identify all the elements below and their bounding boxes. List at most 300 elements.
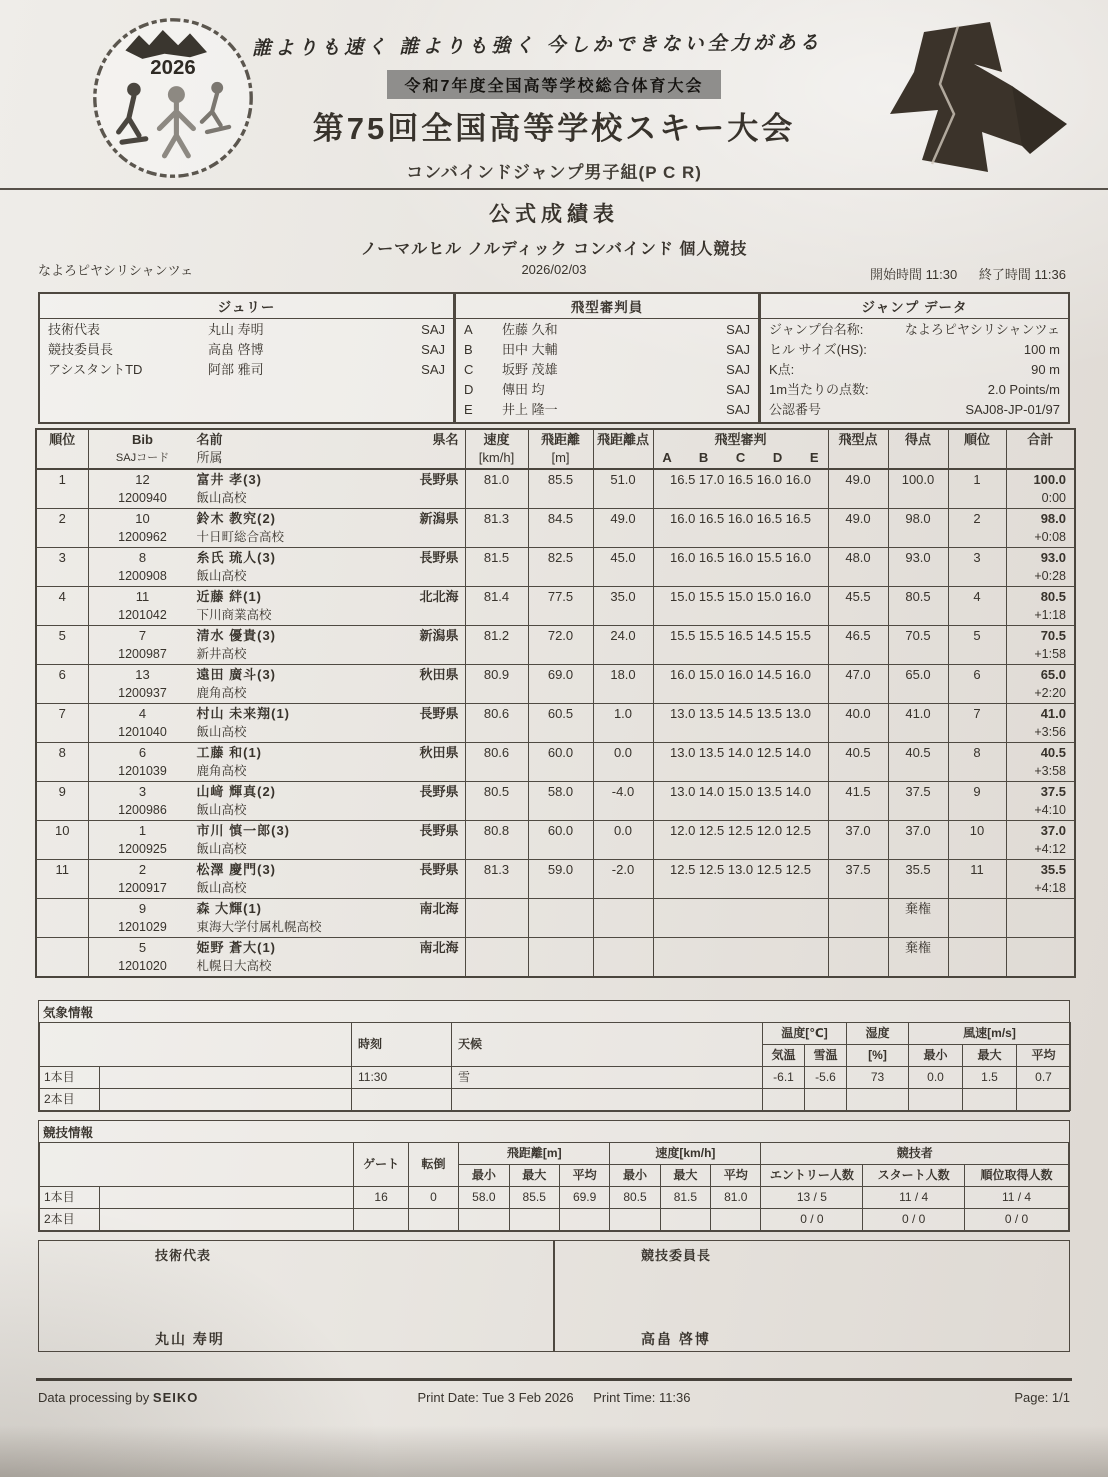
school-name: 飯山高校 (196, 569, 247, 583)
bib-number: 7 (138, 628, 147, 643)
end-time: 終了時間 11:36 (978, 267, 1066, 282)
wind-avg-value: 0.7 (1017, 1067, 1071, 1089)
col-style-points: 飛型点 (838, 432, 878, 447)
col-name: 名前 (196, 432, 223, 447)
round-label: 2本目 (40, 1089, 100, 1111)
print-date: Print Date: Tue 3 Feb 2026 (417, 1390, 574, 1405)
col-competitors-group: 競技者 (761, 1143, 1069, 1165)
venue-name: なよろピヤシリシャンツェ (38, 263, 194, 278)
air-temp-value: -6.1 (763, 1067, 805, 1089)
jury-name: 丸山 寿明 (208, 322, 264, 337)
time-behind: +1:58 (1034, 647, 1066, 661)
competition-row (40, 1209, 1069, 1231)
jump-data-box (760, 292, 1070, 424)
total-value: 80.5 (1040, 589, 1066, 604)
humidity-value (847, 1089, 909, 1111)
judge-letter: C (464, 362, 474, 377)
rank2-value: 4 (973, 589, 981, 604)
col-starters: スタート人数 (863, 1165, 965, 1187)
distance-points-value: 0.0 (613, 823, 633, 838)
judge-org: SAJ (726, 362, 750, 377)
school-name: 飯山高校 (196, 803, 247, 817)
rank2-value: 5 (973, 628, 981, 643)
distance-points-value: -2.0 (611, 862, 635, 877)
tournament-banner: 令和7年度全国高等学校総合体育大会 (387, 70, 722, 99)
athlete-name: 遠田 廣斗(3) (196, 667, 277, 682)
jump-data-row (761, 340, 1068, 360)
bib-number: 1 (138, 823, 147, 838)
time-behind (1007, 958, 1075, 976)
school-name: 新井高校 (196, 647, 247, 661)
style-points-value: 40.5 (845, 745, 871, 760)
points-value: 棄権 (904, 940, 931, 955)
total-value: 37.0 (1040, 823, 1066, 838)
jump-data-row (761, 400, 1068, 420)
jury-role: アシスタントTD (48, 362, 143, 377)
school-name: 飯山高校 (196, 881, 247, 895)
result-row (36, 509, 1075, 548)
speed-value: 81.3 (483, 862, 510, 877)
weather-section (38, 1000, 1070, 1112)
total-value: 65.0 (1040, 667, 1066, 682)
round-label: 1本目 (40, 1067, 100, 1089)
col-time: 時刻 (352, 1023, 452, 1067)
jury-list (40, 319, 453, 381)
rank-value (37, 938, 88, 958)
points-value: 100.0 (901, 472, 935, 487)
speed-value: 81.2 (483, 628, 510, 643)
distance-value: 60.0 (547, 823, 574, 838)
gate-value: 16 (354, 1187, 408, 1209)
speed-value: 81.4 (483, 589, 510, 604)
athlete-name: 村山 未来翔(1) (196, 706, 291, 721)
result-row (36, 548, 1075, 587)
col-speed-unit: [km/h] (478, 450, 515, 465)
time-behind: +4:10 (1034, 803, 1066, 817)
col-judge-letters: A B C D E (662, 450, 819, 465)
jump-data-label: 公認番号 (769, 402, 822, 417)
distance-points-value: 49.0 (610, 511, 636, 526)
judge-org: SAJ (726, 382, 750, 397)
time-behind: +3:56 (1034, 725, 1066, 739)
wind-min-value (909, 1089, 963, 1111)
page-title: 第75回全国高等学校スキー大会 (312, 111, 796, 146)
points-value: 65.0 (905, 667, 931, 682)
time-behind: +0:08 (1034, 530, 1066, 544)
result-row (36, 899, 1075, 938)
col-affiliation: 所属 (196, 450, 223, 465)
filler-cell (100, 1187, 354, 1209)
event-date: 2026/02/03 (521, 262, 587, 277)
results-table (35, 428, 1076, 978)
humidity-value: 73 (847, 1067, 909, 1089)
col-speed-avg: 平均 (711, 1165, 761, 1187)
prefecture: 新潟県 (419, 511, 459, 526)
bib-number: 2 (138, 862, 147, 877)
judge-row (456, 400, 758, 420)
bib-number: 12 (135, 472, 150, 487)
judge-marks: 12.5 12.5 13.0 12.5 12.5 (670, 862, 811, 877)
jump-data-row (761, 360, 1068, 380)
result-row (36, 938, 1075, 978)
speed-value: 81.5 (483, 550, 510, 565)
judge-marks: 13.0 13.5 14.0 12.5 14.0 (670, 745, 811, 760)
rank2-value: 1 (973, 472, 981, 487)
athlete-name: 工藤 和(1) (196, 745, 263, 760)
athlete-name: 市川 慎一郎(3) (196, 823, 291, 838)
jury-row (40, 360, 453, 380)
school-name: 飯山高校 (196, 725, 247, 739)
result-row (36, 704, 1075, 743)
points-value: 37.0 (905, 823, 931, 838)
speed-value (466, 899, 528, 919)
judge-marks (654, 938, 828, 958)
total-value (1007, 899, 1075, 919)
entries-value: 13 / 5 (761, 1187, 863, 1209)
speed-value: 80.8 (483, 823, 510, 838)
time-value: 11:30 (352, 1067, 452, 1089)
col-dist-avg: 平均 (559, 1165, 609, 1187)
weather-body (40, 1067, 1071, 1111)
jump-data-list (761, 319, 1068, 421)
distance-points-value: 0.0 (613, 745, 633, 760)
snow-temp-value: -5.6 (805, 1067, 847, 1089)
time-behind: +2:20 (1034, 686, 1066, 700)
style-points-value: 48.0 (845, 550, 871, 565)
jury-row (40, 340, 453, 360)
rank2-value: 6 (973, 667, 981, 682)
jury-org: SAJ (421, 362, 445, 377)
jury-org: SAJ (421, 322, 445, 337)
points-value: 98.0 (905, 511, 931, 526)
style-points-value: 37.5 (845, 862, 871, 877)
jury-name: 高畠 啓博 (208, 342, 264, 357)
distance-value: 77.5 (547, 589, 574, 604)
jump-data-label: 1m当たりの点数: (769, 382, 869, 397)
total-value: 98.0 (1040, 511, 1066, 526)
officials-section (38, 292, 1070, 424)
entries-value: 0 / 0 (761, 1209, 863, 1231)
judge-letter: D (464, 382, 474, 397)
judge-row (456, 380, 758, 400)
bib-number: 4 (138, 706, 147, 721)
prefecture: 長野県 (419, 550, 459, 565)
saj-code: 1200917 (118, 881, 167, 895)
result-row (36, 469, 1075, 509)
print-time: Print Time: 11:36 (593, 1390, 691, 1405)
col-bib: Bib (132, 432, 153, 447)
wind-max-value: 1.5 (963, 1067, 1017, 1089)
competition-section (38, 1120, 1070, 1232)
distance-points-value: 45.0 (610, 550, 636, 565)
prefecture: 長野県 (419, 472, 459, 487)
total-value: 70.5 (1040, 628, 1066, 643)
speed-value: 80.9 (483, 667, 510, 682)
col-humidity-unit: [%] (847, 1045, 909, 1067)
chief-signature-title: 競技委員長 (641, 1248, 712, 1263)
rank-value: 9 (58, 784, 66, 799)
distance-value: 84.5 (547, 511, 574, 526)
col-humidity: 湿度 (847, 1023, 909, 1045)
rank-value: 11 (55, 862, 69, 877)
result-row (36, 782, 1075, 821)
falls-value (408, 1209, 458, 1231)
school-name: 東海大学付属札幌高校 (196, 920, 322, 934)
col-wind-group: 風速[m/s] (909, 1023, 1071, 1045)
bib-number: 6 (138, 745, 147, 760)
col-distance: 飛距離 (540, 432, 580, 447)
rank2-value: 2 (973, 511, 981, 526)
speed-value: 81.3 (483, 511, 510, 526)
style-points-value: 46.5 (845, 628, 871, 643)
col-gate: ゲート (354, 1143, 408, 1187)
style-points-value: 49.0 (845, 472, 871, 487)
start-time: 開始時間 11:30 (870, 267, 958, 282)
saj-code: 1200962 (118, 530, 167, 544)
col-rank2: 順位 (963, 432, 990, 447)
sky-value: 雪 (452, 1067, 763, 1089)
col-saj-code: SAJコード (115, 452, 170, 464)
points-value: 40.5 (905, 745, 931, 760)
result-row (36, 821, 1075, 860)
judges-title: 飛型審判員 (456, 294, 758, 319)
speed-max-value (660, 1209, 710, 1231)
starters-value: 0 / 0 (863, 1209, 965, 1231)
school-name: 下川商業高校 (196, 608, 272, 622)
judge-name: 田中 大輔 (502, 342, 558, 357)
saj-code: 1201039 (118, 764, 167, 778)
speed-value: 80.6 (483, 745, 510, 760)
jury-name: 阿部 雅司 (208, 362, 264, 377)
ranked-value: 11 / 4 (965, 1187, 1069, 1209)
rank-value: 2 (58, 511, 66, 526)
judge-org: SAJ (726, 402, 750, 417)
col-distance-unit: [m] (551, 450, 570, 465)
rank2-value (949, 899, 1006, 919)
speed-min-value (610, 1209, 660, 1231)
col-temperature-group: 温度[℃] (763, 1023, 847, 1045)
rank-value (37, 899, 88, 919)
time-behind: +3:58 (1034, 764, 1066, 778)
bib-number: 9 (138, 901, 147, 916)
judge-row (456, 340, 758, 360)
col-entries: エントリー人数 (761, 1165, 863, 1187)
judge-row (456, 360, 758, 380)
rank2-value: 9 (973, 784, 981, 799)
filler-cell (100, 1067, 352, 1089)
distance-points-value: 24.0 (610, 628, 636, 643)
style-points-value: 40.0 (845, 706, 871, 721)
prefecture: 長野県 (419, 823, 459, 838)
result-row (36, 587, 1075, 626)
judge-org: SAJ (726, 322, 750, 337)
col-speed-min: 最小 (610, 1165, 660, 1187)
col-style-judges: 飛型審判 (714, 432, 767, 447)
signature-section (38, 1240, 1070, 1352)
judge-marks: 15.5 15.5 16.5 14.5 15.5 (670, 628, 811, 643)
athlete-name: 糸氏 琉人(3) (196, 550, 277, 565)
col-rank: 順位 (49, 432, 76, 447)
td-signature-name: 丸山 寿明 (155, 1331, 225, 1347)
rank2-value: 11 (970, 862, 984, 877)
athlete-name: 松澤 慶門(3) (196, 862, 277, 877)
prefecture: 長野県 (419, 862, 459, 877)
judge-marks (654, 899, 828, 919)
points-value: 93.0 (905, 550, 931, 565)
total-value (1007, 938, 1075, 958)
total-value: 37.5 (1040, 784, 1066, 799)
jump-data-row (761, 380, 1068, 400)
prefecture: 長野県 (419, 706, 459, 721)
wind-min-value: 0.0 (909, 1067, 963, 1089)
total-value: 40.5 (1040, 745, 1066, 760)
prefecture: 長野県 (419, 784, 459, 799)
col-wind-avg: 平均 (1017, 1045, 1071, 1067)
style-points-value (829, 938, 888, 958)
time-behind: +1:18 (1034, 608, 1066, 622)
event-subtitle: コンバインドジャンプ男子組(P C R) (406, 163, 702, 182)
wind-avg-value (1017, 1089, 1071, 1111)
bib-number: 8 (138, 550, 147, 565)
rank-value: 1 (58, 472, 66, 487)
distance-points-value: 18.0 (610, 667, 636, 682)
school-name: 鹿角高校 (196, 764, 247, 778)
judge-name: 傳田 均 (502, 382, 545, 397)
speed-value: 81.0 (483, 472, 510, 487)
judge-letter: B (464, 342, 473, 357)
total-value: 100.0 (1033, 472, 1066, 487)
time-value (352, 1089, 452, 1111)
col-speed-max: 最大 (660, 1165, 710, 1187)
points-value: 70.5 (905, 628, 931, 643)
prefecture: 北北海 (419, 589, 459, 604)
col-dist-max: 最大 (509, 1165, 559, 1187)
prefecture: 秋田県 (419, 745, 459, 760)
time-behind: +4:18 (1034, 881, 1066, 895)
rank2-value: 7 (973, 706, 981, 721)
saj-code: 1200986 (118, 803, 167, 817)
style-points-value: 47.0 (845, 667, 871, 682)
school-name: 飯山高校 (196, 491, 247, 505)
speed-value (466, 938, 528, 958)
competition-section-label: 競技情報 (43, 1126, 94, 1140)
wind-max-value (963, 1089, 1017, 1111)
speed-avg-value (711, 1209, 761, 1231)
dist-min-value (459, 1209, 509, 1231)
rank-value: 5 (58, 628, 66, 643)
total-value: 35.5 (1040, 862, 1066, 877)
col-wind-max: 最大 (963, 1045, 1017, 1067)
time-behind: 0:00 (1041, 491, 1066, 505)
distance-value: 59.0 (547, 862, 574, 877)
jump-data-label: ヒル サイズ(HS): (769, 342, 867, 357)
discipline-title: ノーマルヒル ノルディック コンバインド 個人競技 (360, 241, 748, 258)
col-dist-min: 最小 (459, 1165, 509, 1187)
weather-header-row1 (40, 1023, 1071, 1045)
judge-marks: 13.0 13.5 14.5 13.5 13.0 (670, 706, 811, 721)
distance-points-value (594, 899, 653, 919)
judge-name: 井上 隆一 (502, 402, 558, 417)
judge-name: 佐藤 久和 (502, 322, 558, 337)
rank-value: 8 (58, 745, 66, 760)
rank2-value (949, 938, 1006, 958)
distance-value: 85.5 (547, 472, 574, 487)
result-row (36, 860, 1075, 899)
col-total: 合計 (1027, 432, 1054, 447)
col-snow-temp: 雪温 (805, 1045, 847, 1067)
judge-name: 坂野 茂雄 (502, 362, 558, 377)
prefecture: 南北海 (419, 940, 459, 955)
distance-points-value: 51.0 (610, 472, 636, 487)
jump-data-value: 2.0 Points/m (987, 382, 1060, 397)
dist-max-value: 85.5 (509, 1187, 559, 1209)
col-wind-min: 最小 (909, 1045, 963, 1067)
result-row (36, 626, 1075, 665)
competition-table (39, 1142, 1069, 1231)
saj-code: 1200908 (118, 569, 167, 583)
athlete-name: 森 大輝(1) (196, 901, 263, 916)
school-name: 鹿角高校 (196, 686, 247, 700)
saj-code: 1201042 (118, 608, 167, 622)
banner-row (0, 70, 1108, 99)
snow-temp-value (805, 1089, 847, 1111)
jump-data-value: 100 m (1023, 342, 1060, 357)
judge-marks: 16.0 16.5 16.0 16.5 16.5 (670, 511, 811, 526)
rank-value: 3 (58, 550, 66, 565)
col-fall: 転倒 (408, 1143, 458, 1187)
col-sky: 天候 (452, 1023, 763, 1067)
round-label: 2本目 (40, 1209, 100, 1231)
jury-row (40, 320, 453, 340)
air-temp-value (763, 1089, 805, 1111)
slogan-text: 誰よりも速く 誰よりも強く 今しかできない全力がある (251, 32, 823, 60)
judge-row (456, 320, 758, 340)
saj-code: 1201029 (118, 920, 167, 934)
weather-row (40, 1067, 1071, 1089)
col-air-temp: 気温 (763, 1045, 805, 1067)
bib-number: 13 (135, 667, 150, 682)
rank-value: 6 (58, 667, 66, 682)
speed-value: 80.5 (483, 784, 510, 799)
saj-code: 1200925 (118, 842, 167, 856)
page-number: Page: 1/1 (1014, 1390, 1070, 1405)
results-table-wrap (35, 428, 1076, 978)
dist-avg-value: 69.9 (559, 1187, 609, 1209)
weather-row (40, 1089, 1071, 1111)
speed-max-value: 81.5 (660, 1187, 710, 1209)
col-ranked: 順位取得人数 (965, 1165, 1069, 1187)
speed-min-value: 80.5 (610, 1187, 660, 1209)
athlete-name: 近藤 絆(1) (196, 589, 263, 604)
rank-value: 4 (58, 589, 66, 604)
td-signature-box (38, 1240, 554, 1352)
points-value: 棄権 (904, 901, 931, 916)
jump-data-value: なよろピヤシリシャンツェ (904, 322, 1060, 337)
judge-marks: 16.5 17.0 16.5 16.0 16.0 (670, 472, 811, 487)
judge-marks: 13.0 14.0 15.0 13.5 14.0 (670, 784, 811, 799)
style-points-value: 45.5 (845, 589, 871, 604)
jury-role: 技術代表 (48, 322, 101, 337)
distance-value: 69.0 (547, 667, 574, 682)
judge-letter: A (464, 322, 473, 337)
logo-year: 2026 (150, 57, 196, 80)
rank2-value: 3 (973, 550, 981, 565)
result-row (36, 743, 1075, 782)
jump-data-value: SAJ08-JP-01/97 (965, 402, 1060, 417)
school-name: 札幌日大高校 (196, 959, 272, 973)
results-header-row (36, 429, 1075, 469)
competition-body (40, 1187, 1069, 1231)
